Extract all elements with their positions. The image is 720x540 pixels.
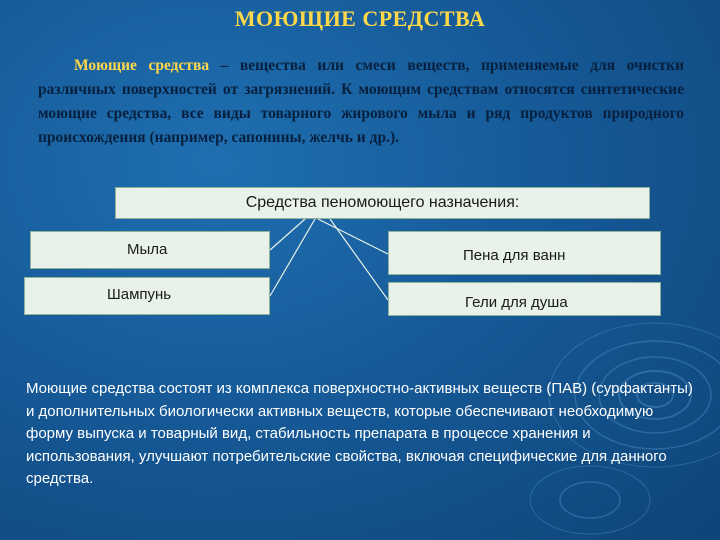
intro-paragraph — [38, 54, 684, 150]
diagram-item-bath-foam: Пена для ванн — [388, 231, 661, 275]
connector-to-shampoo — [270, 219, 315, 296]
page-title: МОЮЩИЕ СРЕДСТВА — [234, 6, 486, 31]
connector-to-soaps — [270, 219, 305, 250]
diagram-item-soaps: Мыла — [30, 231, 270, 269]
connector-to-shower-gel — [330, 219, 388, 300]
connector-to-bath-foam — [318, 219, 388, 254]
diagram-header-box: Средства пеномоющего назначения: — [115, 187, 650, 219]
description-paragraph: Моющие средства состоят из комплекса поверхностно-активных веществ (ПАВ) (сурфактанты) и дополнительных биологически активных веществ, которые обеспечивают необходимую форму выпуска и товарный вид, стабильность препарата в процессе хранения и использования, улучшают потребительские свойства, включая специфические для данного средства. — [26, 380, 693, 487]
intro-term: Моющие средства — [74, 57, 210, 74]
diagram-item-shower-gel: Гели для душа — [388, 282, 661, 316]
intro-text: – вещества или смеси веществ, применяемые для очистки различных поверхностей от загрязнений. К моющим средствам относятся синтетические моющие средства, все виды товарного жирового мыла и ряд продуктов природного происхождения (например, сапонины, желчь и др.). — [38, 57, 684, 146]
diagram-item-shampoo: Шампунь — [24, 277, 270, 315]
